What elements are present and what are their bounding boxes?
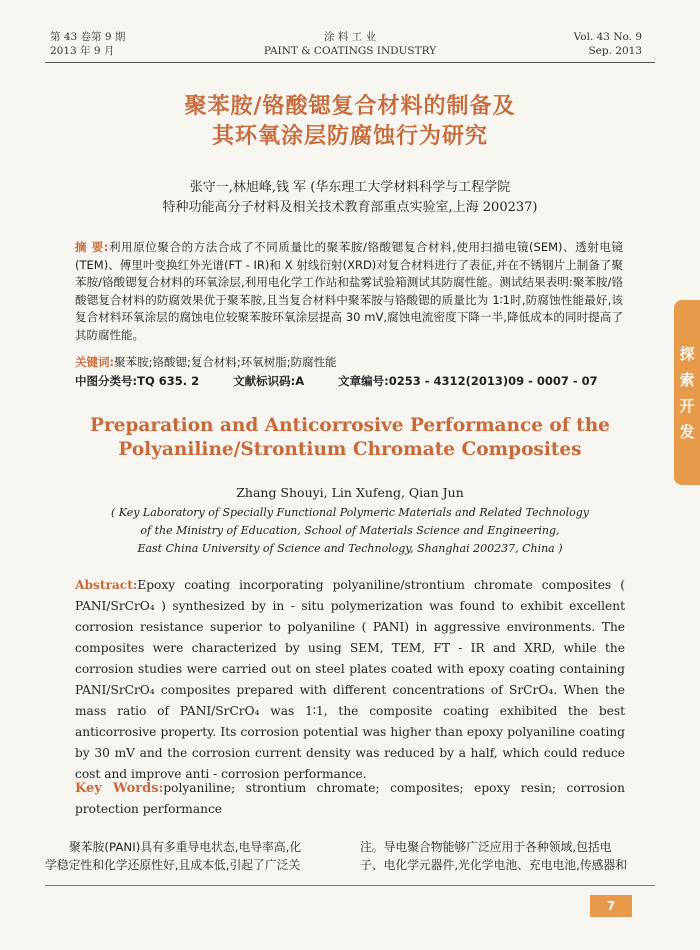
abstract-en-label: Abstract: (75, 578, 138, 592)
keywords-cn-text: 聚苯胺;铬酸锶;复合材料;环氧树脂;防腐性能 (114, 355, 337, 369)
intro-left-line: 聚苯胺(PANI)具有多重导电状态,电导率高,化 (69, 840, 302, 854)
footer-rule (45, 885, 655, 886)
title-en-line: Polyaniline/Strontium Chromate Composites (118, 439, 582, 460)
abstract-en-text: Epoxy coating incorporating polyaniline/strontium chromate composites ( PANI/SrCrO₄ ) synthesized by in - situ polymerization was found to exhibit excellent corrosion resistance superior to polyaniline ( PANI) in aggressive environments. The composites were characterized by using SEM, TEM, FT - IR and XRD, while the corrosion studies were carried out on steel plates coated with epoxy coating containing PANI/SrCrO₄ composites prepared with different concentrations of SrCrO₄. When the mass ratio of PANI/SrCrO₄ was 1∶1, the composite coating exhibited the best anticorrosive property. Its corrosion potential was higher than epoxy polyaniline coating by 30 mV and the corrosion current density was reduced by a half, which could reduce cost and improve anti - corrosion performance. (75, 578, 625, 781)
title-cn-line: 其环氧涂层防腐蚀行为研究 (211, 124, 488, 149)
intro-left-line: 学稳定性和化学还原性好,且成本低,引起了广泛关 (45, 858, 301, 872)
keywords-cn-label: 关键词: (75, 355, 115, 369)
header-volume-en (574, 30, 642, 58)
header-volume-issue-en: Vol. 43 No. 9 (573, 31, 642, 43)
authors-en: Zhang Shouyi, Lin Xufeng, Qian Jun (236, 485, 464, 500)
header-date-cn: 2013 年 9 月 (50, 45, 115, 57)
keywords-en-text: polyaniline; strontium chromate; composites; epoxy resin; corrosion protection performance (75, 781, 625, 816)
abstract-cn-text: 利用原位聚合的方法合成了不同质量比的聚苯胺/铬酸锶复合材料,使用扫描电镜(SEM)、透射电镜(TEM)、傅里叶变换红外光谱(FT - IR)和 X 射线衍射(XRD)对复合材料进行了表征,并在不锈钢片上制备了聚苯胺/铬酸锶复合材料的环氧涂层,利用电化学工作站和盐雾试验箱测试其防腐性能。测试结果表明:聚苯胺/铬酸锶复合材料的防腐效果优于聚苯胺,且当复合材料中聚苯胺与铬酸锶的质量比为 1∶1时,防腐蚀性能最好,该复合材料环氧涂层的腐蚀电位较聚苯胺环氧涂层提高 30 mV,腐蚀电流密度下降一半,降低成本的同时提高了其防腐性能。 (75, 240, 623, 342)
intro-right-line: 子、电化学元器件,光化学电池、充电电池,传感器和 (360, 858, 628, 872)
keywords-en (75, 778, 625, 820)
title-en-line: Preparation and Anticorrosive Performance of the (90, 415, 610, 436)
side-tab-char: 开 (679, 396, 695, 415)
affiliation-en-line: East China University of Science and Technology, Shanghai 200237, China ) (137, 542, 563, 555)
article-number: 文章编号:0253 - 4312(2013)09 - 0007 - 07 (338, 374, 598, 388)
title-cn (0, 92, 700, 152)
abstract-cn-label: 摘 要: (75, 240, 109, 254)
intro-left-column (45, 838, 337, 874)
clc-number: 中图分类号:TQ 635. 2 (75, 374, 200, 388)
abstract-cn (75, 239, 623, 344)
affiliation-en-line: of the Ministry of Education, School of Materials Science and Engineering, (140, 524, 560, 537)
authors-cn-line: 特种功能高分子材料及相关技术教育部重点实验室,上海 200237) (162, 200, 538, 215)
authors-cn-line: 张守一,林旭峰,钱 军 (华东理工大学材料科学与工程学院 (189, 180, 511, 195)
keywords-en-label: Key Words: (75, 781, 164, 796)
authors-cn (0, 178, 700, 218)
header-rule (45, 62, 655, 63)
classification-line (75, 373, 635, 391)
intro-right-column (360, 838, 658, 874)
page-number: 7 (590, 895, 632, 917)
header-date-en: Sep. 2013 (588, 45, 642, 57)
title-en (0, 414, 700, 462)
header-volume-issue-cn: 第 43 卷第 9 期 (50, 31, 126, 43)
header-journal-cn: 涂 料 工 业 (323, 31, 376, 43)
intro-right-line: 注。导电聚合物能够广泛应用于各种领域,包括电 (360, 840, 612, 854)
side-tab-char: 索 (679, 370, 695, 389)
affiliation-en-line: ( Key Laboratory of Specially Functional Polymeric Materials and Related Technology (110, 506, 590, 519)
keywords-cn (75, 354, 623, 372)
affiliation-en (0, 504, 700, 558)
document-code: 文献标识码:A (233, 374, 305, 388)
title-cn-line: 聚苯胺/铬酸锶复合材料的制备及 (184, 94, 516, 119)
abstract-en (75, 575, 625, 785)
side-tab-char: 探 (679, 344, 695, 363)
header-journal-en: PAINT & COATINGS INDUSTRY (263, 45, 437, 57)
side-tab-char: 发 (679, 422, 695, 441)
